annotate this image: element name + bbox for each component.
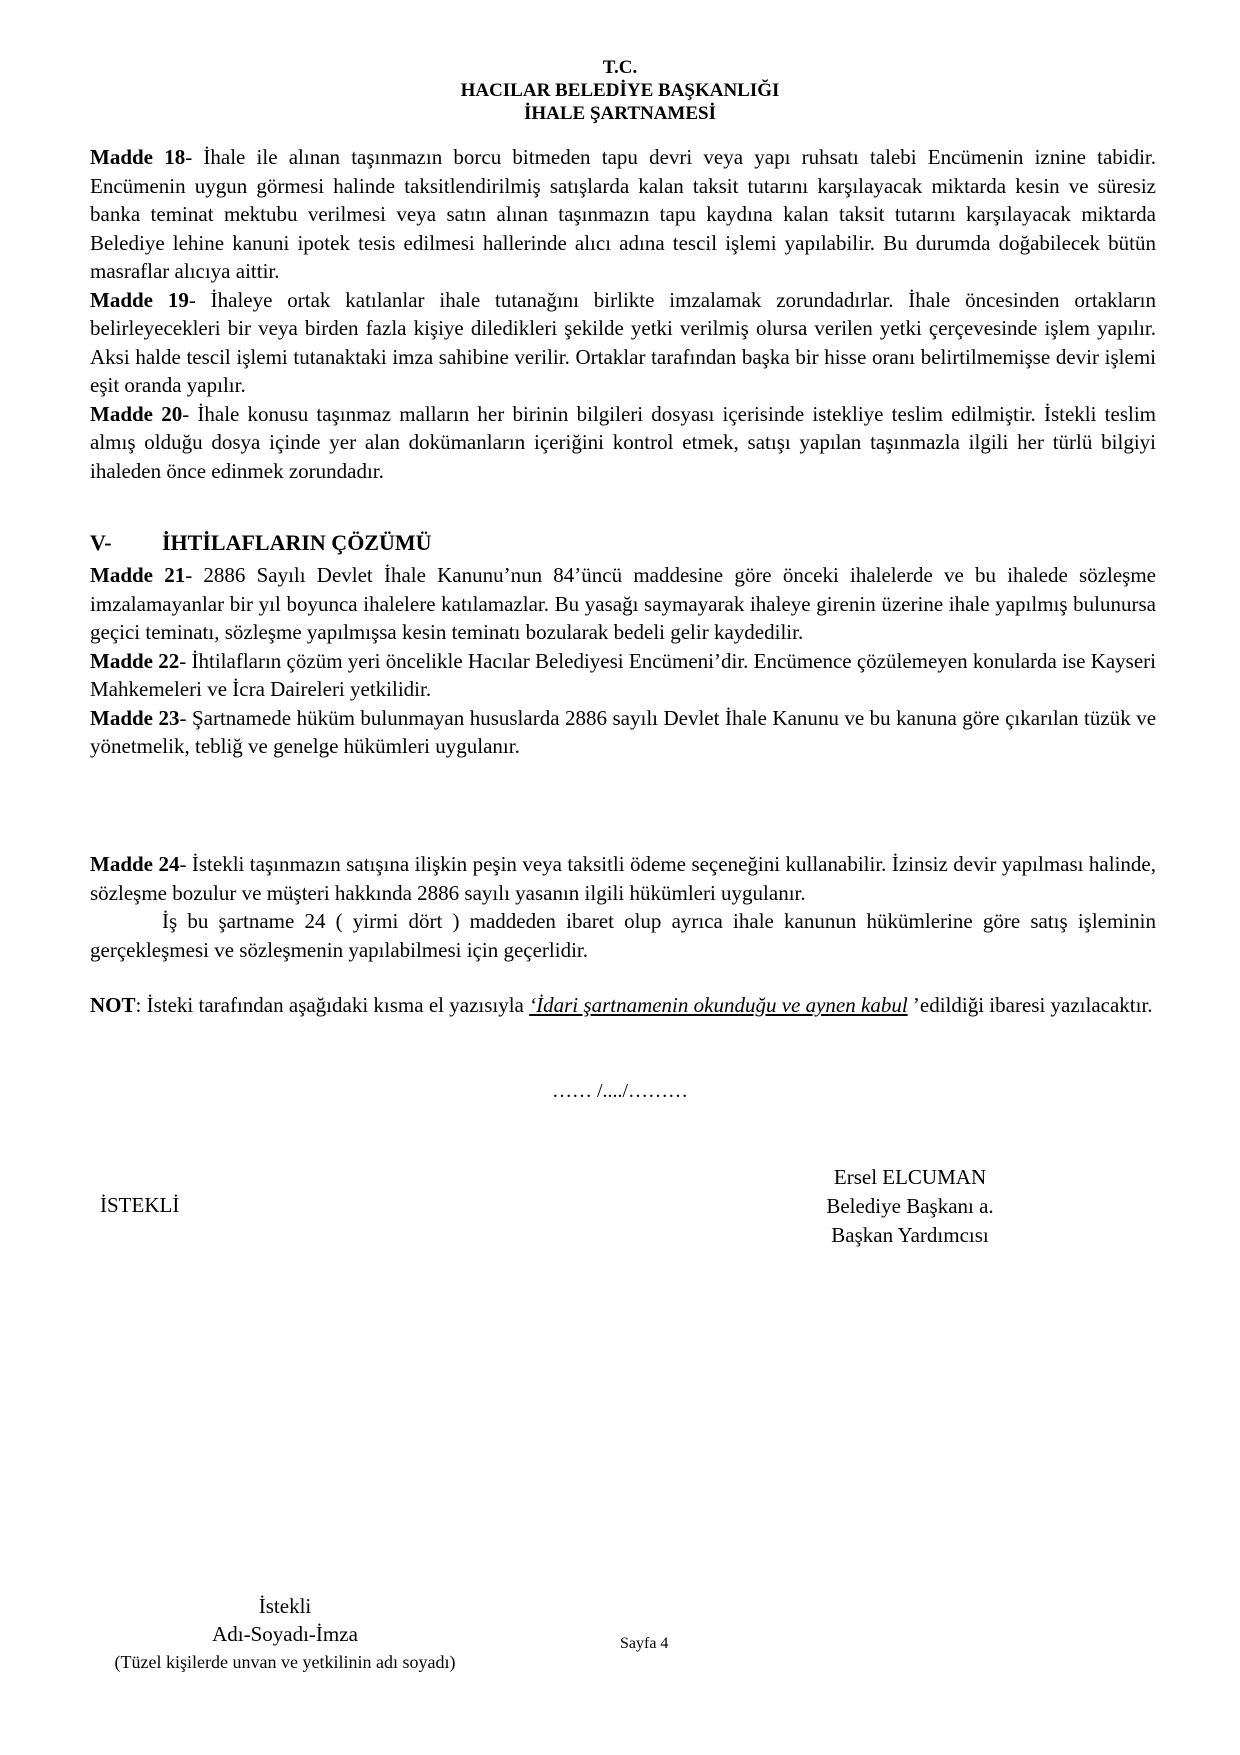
article-label: Madde 21 [90, 563, 186, 587]
bidder-signature-block [90, 1592, 480, 1676]
article-23 [90, 704, 1156, 761]
header-municipality: HACILAR BELEDİYE BAŞKANLIĞI [460, 80, 780, 101]
article-label: Madde 18 [90, 145, 186, 169]
article-22 [90, 647, 1156, 704]
article-text: - İhale ile alınan taşınmazın borcu bitmeden tapu devri veya yapı ruhsatı talebi Encümenin iznine tabidir. Encümenin uygun görmesi halinde taksitlendirilmiş satışlarda kalan taksit tutarını karşılayacak miktarda kesin ve süresiz banka teminat mektubu verilmesi veya satın alınan taşınmazın tapu kaydına kalan taksit tutarını karşılayacak miktarda Belediye lehine kanuni ipotek tesis edilmesi hallerinde alıcı adına tescil işlemi yapılabilir. Bu durumda doğabilecek bütün masraflar alıcıya aittir. [90, 145, 1157, 283]
article-text: - Şartnamede hüküm bulunmayan hususlarda 2886 sayılı Devlet İhale Kanunu ve bu kanuna göre çıkarılan tüzük ve yönetmelik, tebliğ ve genelge hükümleri uygulanır. [90, 705, 1157, 758]
article-label: Madde 20 [90, 401, 183, 426]
article-20 [90, 400, 1156, 486]
note-label: NOT [90, 993, 136, 1017]
signatory-title: Belediye Başkanı a. [826, 1194, 994, 1218]
article-text: - 2886 Sayılı Devlet İhale Kanunu’nun 84’üncü maddesine göre önceki ihalelerde ve bu ihalede sözleşme imzalamayanlar bir yıl boyunca ihalelere katılamazlar. Bu yasağı saymayarak ihaleye girenin üzerine ihale yapılmış bulunursa geçici teminatı, sözleşme yapılmışsa kesin teminatı bozularak bedeli gelir kaydedilir. [90, 563, 1156, 644]
closing-paragraph: İş bu şartname 24 ( yirmi dört ) maddeden ibaret olup ayrıca ihale kanunun hükümlerine göre satış işleminin gerçekleşmesi ve sözleşmenin yapılabilmesi için geçerlidir. [90, 909, 1156, 962]
section-heading [90, 530, 432, 556]
signatory-block [800, 1163, 1020, 1250]
section-number: V- [90, 530, 112, 555]
note-paragraph [90, 991, 1156, 1020]
article-19 [90, 286, 1156, 400]
istekli-label: İSTEKLİ [100, 1193, 180, 1217]
article-text: - İstekli taşınmazın satışına ilişkin peşin veya taksitli ödeme seçeneğini kullanabilir. İzinsiz devir yapılması halinde, sözleşme bozulur ve müşteri hakkında 2886 sayılı yasanın ilgili hükümleri uygulanır. [90, 852, 1156, 905]
bidder-legal-note: (Tüzel kişilerde unvan ve yetkilinin adı soyadı) [114, 1652, 456, 1672]
article-text: - İhaleye ortak katılanlar ihale tutanağını birlikte imzalamak zorundadırlar. İhale öncesinden ortakların belirleyecekleri bir veya birden fazla kişiye diledikleri şekilde yetki verilmiş olursa verilen yetki çerçevesinde işlem yapılır. Aksi halde tescil işlemi tutanaktaki imza sahibine verilir. Ortaklar tarafından başka bir hisse oranı belirtilmemişse devir işlemi eşit oranda yapılır. [90, 287, 1156, 397]
note-quote: İdari şartnamenin okunduğu ve aynen kabul [536, 993, 908, 1017]
article-label: Madde 23 [90, 705, 180, 730]
bidder-name-signature: Adı-Soyadı-İmza [212, 1622, 358, 1646]
article-label: Madde 19 [90, 287, 189, 312]
article-text: - İhtilafların çözüm yeri öncelikle Hacılar Belediyesi Encümeni’dir. Encümence çözülemeyen konularda ise Kayseri Mahkemeleri ve İcra Daireleri yetkilidir. [90, 648, 1157, 701]
article-24 [90, 850, 1156, 907]
note-quote-open: ‘ [529, 993, 537, 1017]
note-text-after: ’edildiği ibaresi yazılacaktır. [907, 993, 1153, 1017]
articles-top [90, 143, 1156, 485]
article-label: Madde 24 [90, 852, 180, 876]
note-text-before: : İsteki tarafından aşağıdaki kısma el yazısıyla [135, 993, 530, 1017]
article-21 [90, 561, 1156, 647]
header-doc-title: İHALE ŞARTNAMESİ [523, 103, 716, 124]
signatory-name: Ersel ELCUMAN [833, 1165, 987, 1189]
article-text: - İhale konusu taşınmaz malların her birinin bilgileri dosyası içerisinde istekliye teslim edilmiştir. İstekli teslim almış olduğu dosya içinde yer alan dokümanların içeriğini kontrol etmek, satışı yapılan taşınmazla ilgili her türlü bilgiyi ihaleden önce edinmek zorundadır. [90, 401, 1157, 483]
articles-mid [90, 561, 1156, 761]
articles-bottom [90, 850, 1156, 964]
section-title: İHTİLAFLARIN ÇÖZÜMÜ [162, 530, 432, 555]
article-label: Madde 22 [90, 648, 180, 673]
signatory-subtitle: Başkan Yardımcısı [831, 1223, 989, 1247]
date-line: …… /..../……… [551, 1080, 689, 1102]
header-tc: T.C. [602, 57, 638, 78]
page-number: Sayfa 4 [620, 1635, 669, 1652]
document-header [0, 56, 1240, 125]
bidder-label: İstekli [258, 1594, 312, 1618]
note-block [90, 991, 1156, 1020]
article-18 [90, 143, 1156, 286]
